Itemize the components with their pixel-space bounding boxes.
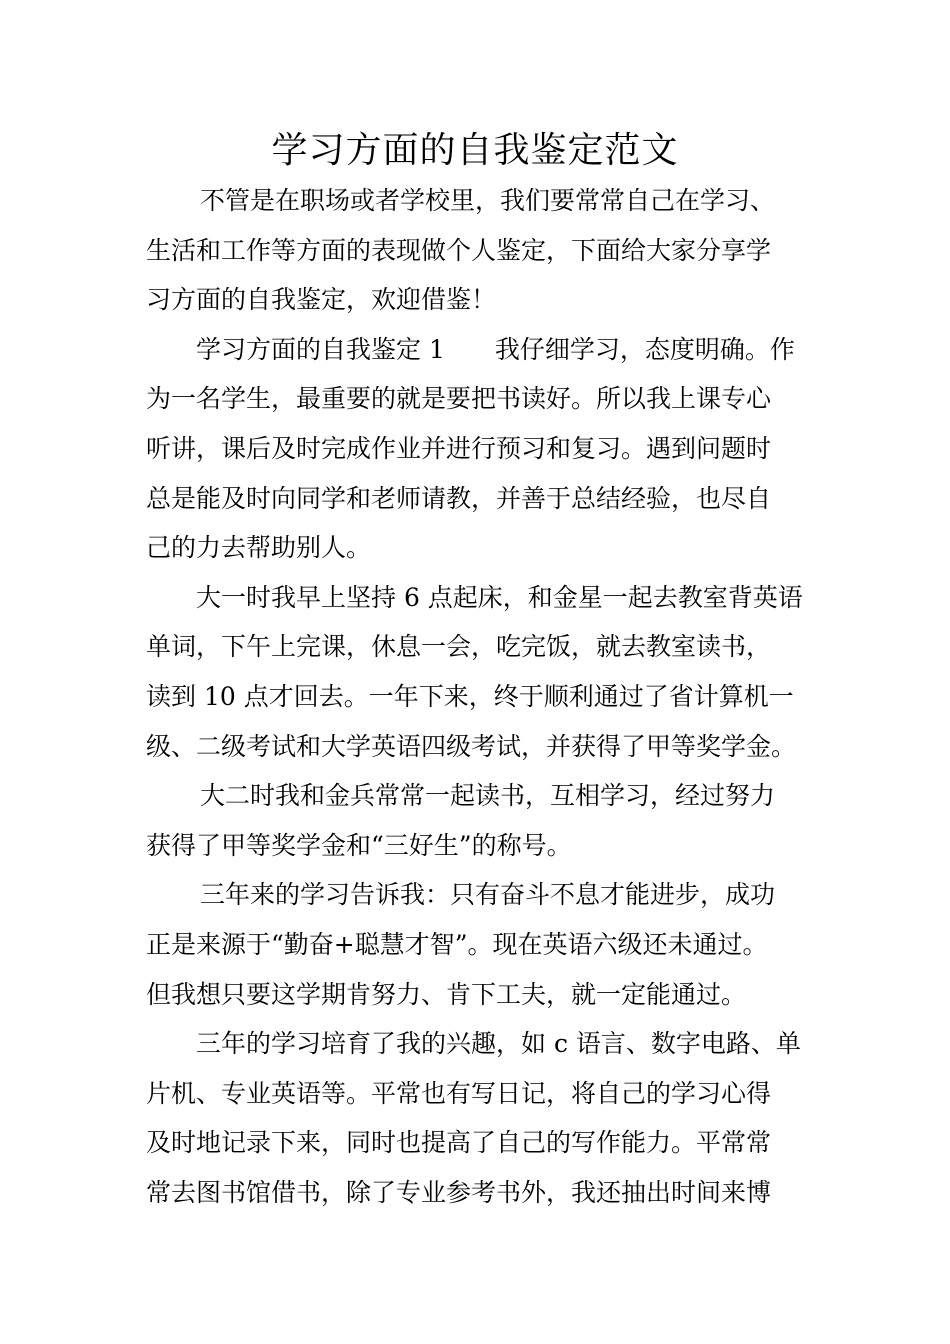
text-line: 为一名学生，最重要的就是要把书读好。所以我上课专心 <box>146 384 772 414</box>
text-line: 大一时我早上坚持 6 点起床，和金星一起去教室背英语 <box>196 582 803 612</box>
text-line: 不管是在职场或者学校里，我们要常常自己在学习、 <box>200 186 776 215</box>
document-title: 学习方面的自我鉴定范文 <box>271 130 679 171</box>
text-line: 听讲，课后及时完成作业并进行预习和复习。遇到问题时 <box>146 433 772 463</box>
text-line: 大二时我和金兵常常一起读书，互相学习，经过努力 <box>200 781 776 811</box>
text-line: 级、二级考试和大学英语四级考试，并获得了甲等奖学金。 <box>146 731 797 761</box>
text-line: 及时地记录下来，同时也提高了自己的写作能力。平常常 <box>146 1128 772 1158</box>
text-line: 三年的学习培育了我的兴趣，如 c 语言、数字电路、单 <box>196 1029 801 1059</box>
text-line: 生活和工作等方面的表现做个人鉴定，下面给大家分享学 <box>146 235 772 265</box>
text-line: 学习方面的自我鉴定 1 我仔细学习，态度明确。作 <box>196 334 795 364</box>
document-body <box>146 176 806 1217</box>
text-line: 但我想只要这学期肯努力、肯下工夫，就一定能通过。 <box>146 979 747 1009</box>
text-line: 三年来的学习告诉我：只有奋斗不息才能进步，成功 <box>200 880 776 910</box>
text-line: 正是来源于“勤奋+聪慧才智”。现在英语六级还未通过。 <box>146 929 768 959</box>
text-line: 读到 10 点才回去。一年下来，终于顺利通过了省计算机一 <box>146 681 794 711</box>
text-line: 获得了甲等奖学金和“三好生”的称号。 <box>146 830 572 860</box>
text-line: 己的力去帮助别人。 <box>146 533 372 563</box>
text-line: 总是能及时向同学和老师请教，并善于总结经验，也尽自 <box>146 483 772 513</box>
text-line: 片机、专业英语等。平常也有写日记，将自己的学习心得 <box>146 1078 772 1108</box>
text-line: 常去图书馆借书，除了专业参考书外，我还抽出时间来博 <box>146 1177 772 1207</box>
text-line: 习方面的自我鉴定，欢迎借鉴！ <box>146 285 497 315</box>
text-line: 单词，下午上完课，休息一会，吃完饭，就去教室读书， <box>146 632 772 662</box>
